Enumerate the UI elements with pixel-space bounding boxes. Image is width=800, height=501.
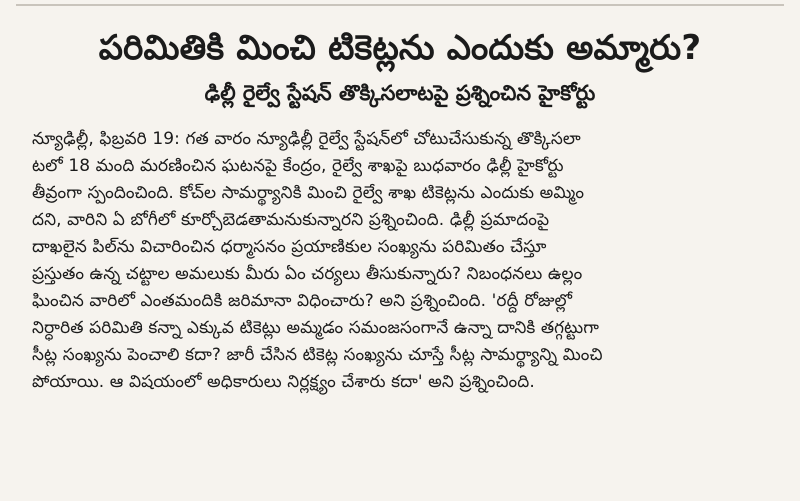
article-body-line: దాఖలైన పిల్‌ను విచారించిన ధర్మాసనం ప్రయాణికుల సంఖ్యను పరిమితం చేస్తూ <box>32 237 547 257</box>
article-body-line: ఘించిన వారిలో ఎంతమందికి జరిమానా విధించారు? అని ప్రశ్నించింది. 'రద్దీ రోజుల్లో <box>32 291 573 311</box>
article-body <box>16 126 784 396</box>
article-body-line: తీవ్రంగా స్పందించింది. కోచ్‌ల సామర్థ్యానికి మించి రైల్వే శాఖ టికెట్లను ఎందుకు అమ్మిం <box>32 183 585 203</box>
top-divider <box>16 4 784 6</box>
article-body-line: సీట్ల సంఖ్యను పెంచాలి కదా? జారీ చేసిన టికెట్ల సంఖ్యను చూస్తే సీట్ల సామర్థ్యాన్ని మించి <box>32 345 603 365</box>
article-body-line: న్యూఢిల్లీ, ఫిబ్రవరి 19: గత వారం న్యూఢిల్లీ రైల్వే స్టేషన్‌లో చోటుచేసుకున్న తొక్కిసలా <box>32 129 581 149</box>
article-subheadline: ఢిల్లీ రైల్వే స్టేషన్ తొక్కిసలాటపై ప్రశ్నించిన హైకోర్టు <box>204 81 596 105</box>
article-body-line: నిర్ధారిత పరిమితి కన్నా ఎక్కువ టికెట్లు అమ్మడం సమంజసంగానే ఉన్నా దానికి తగ్గట్టుగా <box>32 318 600 338</box>
article-headline: పరిమితికి మించి టికెట్లను ఎందుకు అమ్మారు? <box>98 28 702 68</box>
article-body-line: ప్రస్తుతం ఉన్న చట్టాల అమలుకు మీరు ఏం చర్యలు తీసుకున్నారు? నిబంధనలు ఉల్లం <box>32 264 583 284</box>
article-body-line: పోయాయి. ఆ విషయంలో అధికారులు నిర్లక్ష్యం చేశారు కదా' అని ప్రశ్నించింది. <box>32 372 535 392</box>
article-body-line: దని, వారిని ఏ బోగీలో కూర్చోబెడతామనుకున్నారని ప్రశ్నించింది. ఢిల్లీ ప్రమాదంపై <box>32 210 550 230</box>
article-body-line: టలో 18 మంది మరణించిన ఘటనపై కేంద్రం, రైల్వే శాఖపై బుధవారం ఢిల్లీ హైకోర్టు <box>32 156 564 176</box>
